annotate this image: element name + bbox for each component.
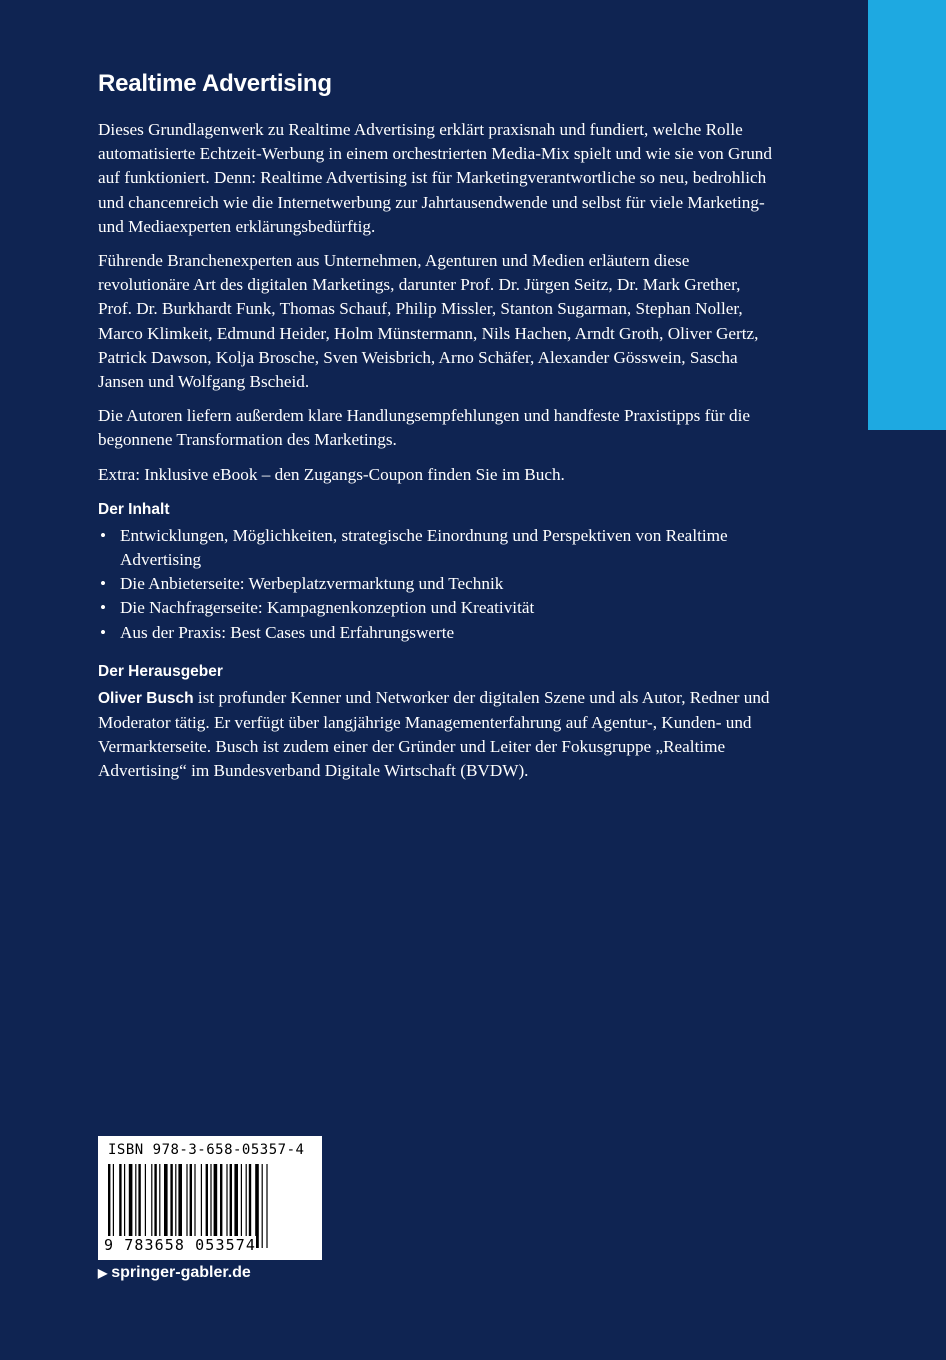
publisher-url: springer-gabler.de — [111, 1264, 251, 1281]
list-item-text: Die Anbieterseite: Werbeplatzvermarktung und Technik — [120, 574, 504, 594]
play-arrow-icon: ▶ — [98, 1266, 108, 1280]
publisher-link[interactable] — [98, 1264, 251, 1282]
bullet-icon: • — [100, 622, 107, 642]
experts-paragraph: Führende Branchenexperten aus Unternehmen, Agenturen und Medien erläutern diese revolutionäre Art des digitalen Marketings, darunter Prof. Dr. Jürgen Seitz, Dr. Mark Grether, Prof. Dr. Burkhardt Funk, Thomas Schauf, Philip Missler, Stanton Sugarman, Stephan Noller, Marco Klimkeit, Edmund Heider, Holm Münstermann, Nils Hachen, Arndt Groth, Oliver Gertz, Patrick Dawson, Kolja Brosche, Sven Weisbrich, Arno Schäfer, Alexander Gösswein, Sascha Jansen und Wolfgang Bscheid. — [98, 251, 759, 392]
contents-list — [98, 524, 778, 645]
isbn-label: ISBN 978-3-658-05357-4 — [108, 1142, 305, 1158]
editor-heading: Der Herausgeber — [98, 662, 223, 680]
list-item — [98, 596, 778, 620]
list-item-text: Die Nachfragerseite: Kampagnenkonzeption und Kreativität — [120, 598, 535, 618]
bullet-icon: • — [100, 598, 107, 618]
authors-paragraph: Die Autoren liefern außerdem klare Handlungsempfehlungen und handfeste Praxistipps für die begonnene Transformation des Marketings. — [98, 406, 750, 450]
editor-bio: ist profunder Kenner und Networker der digitalen Szene und als Autor, Redner und Moderator tätig. Er verfügt über langjährige Managementerfahrung auf Agentur-, Kunden- und Vermarkterseite. Busch ist zudem einer der Gründer und Leiter der Fokusgruppe „Realtime Advertising“ im Bundesverband Digitale Wirtschaft (BVDW). — [98, 687, 770, 781]
ean-digits: 9 783658 053574 — [104, 1236, 256, 1254]
extra-paragraph: Extra: Inklusive eBook – den Zugangs-Coupon finden Sie im Buch. — [98, 464, 565, 484]
editor-name: Oliver Busch — [98, 689, 194, 707]
intro-paragraph: Dieses Grundlagenwerk zu Realtime Advertising erklärt praxisnah und fundiert, welche Rolle automatisierte Echtzeit-Werbung in einem orchestrierten Media-Mix spielt und wie sie von Grund auf funktioniert. Denn: Realtime Advertising ist für Marketingverantwortliche so neu, bedrohlich und chancenreich wie die Internetwerbung zur Jahrtausendwende und selbst für viele Marketing- und Mediaexperten erklärungsbedürftig. — [98, 120, 772, 236]
bullet-icon: • — [100, 574, 107, 594]
list-item — [98, 524, 778, 572]
barcode-bar — [262, 1164, 263, 1248]
bullet-icon: • — [100, 525, 107, 545]
list-item-text: Entwicklungen, Möglichkeiten, strategische Einordnung und Perspektiven von Realtime Advertising — [120, 525, 728, 570]
list-item — [98, 621, 778, 645]
barcode-bar — [266, 1164, 267, 1248]
accent-stripe — [868, 0, 946, 430]
isbn-barcode — [98, 1136, 322, 1260]
editor-paragraph — [98, 686, 778, 784]
back-cover-text — [98, 70, 778, 794]
list-item — [98, 572, 778, 596]
contents-heading: Der Inhalt — [98, 500, 170, 518]
list-item-text: Aus der Praxis: Best Cases und Erfahrungswerte — [120, 622, 455, 642]
book-title: Realtime Advertising — [98, 70, 332, 97]
